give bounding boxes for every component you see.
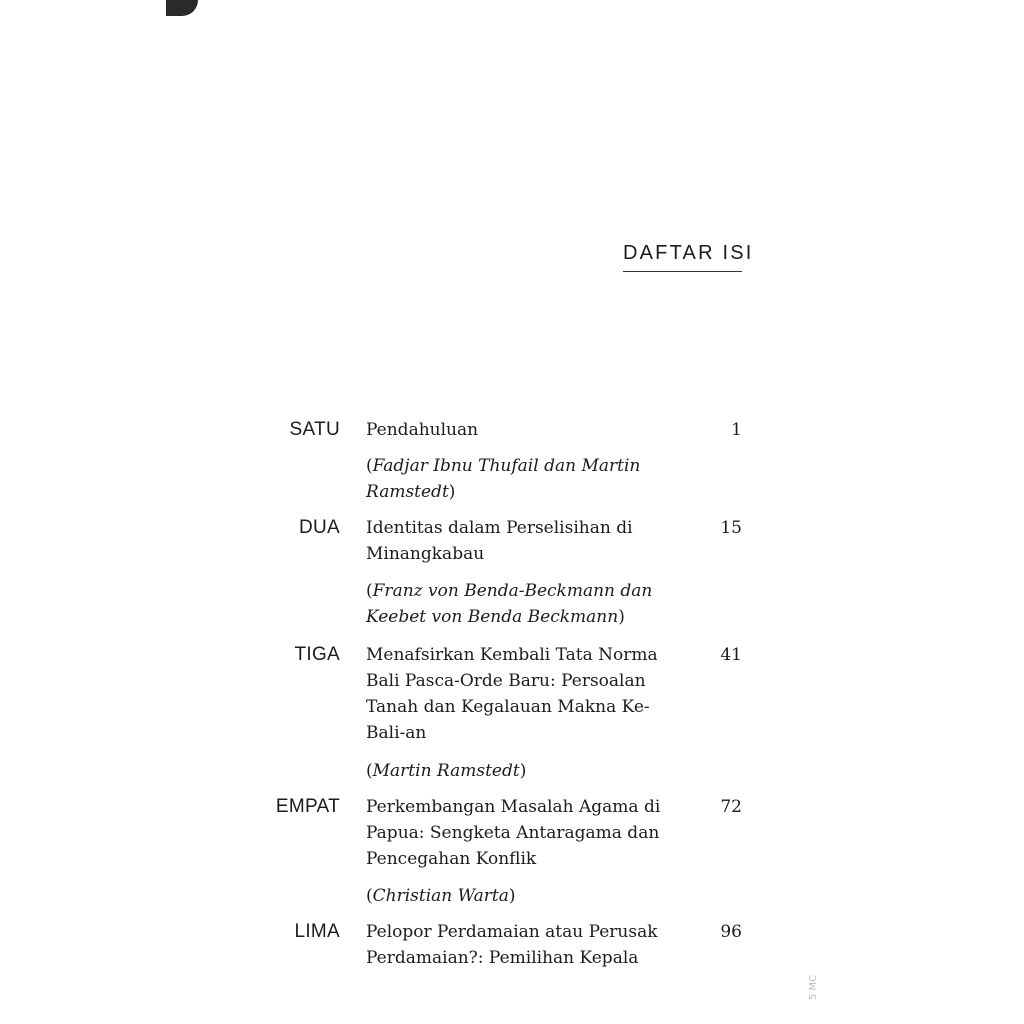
page-number: 72 (720, 797, 742, 817)
chapter-title[interactable]: Identitas dalam Perselisihan di Minangkabau (366, 518, 633, 564)
chapter-title[interactable]: Pendahuluan (366, 420, 479, 440)
page-number: 15 (720, 518, 742, 538)
chapter-label: DUA (298, 517, 340, 538)
chapter-label: EMPAT (275, 796, 340, 817)
chapter-label: TIGA (294, 644, 340, 665)
chapter-author-names: Franz von Benda-Beckmann dan Keebet von Benda Beckmann (366, 581, 653, 627)
chapter-title[interactable]: Pelopor Perdamaian atau Perusak Perdamaian?: Pemilihan Kepala (366, 922, 658, 968)
chapter-author: (Christian Warta) (366, 886, 516, 906)
page-title: DAFTAR ISI (623, 242, 742, 272)
corner-mark: 5 MC (808, 974, 819, 1000)
page-number: 1 (731, 420, 742, 440)
chapter-author-names: Christian Warta (372, 886, 509, 906)
chapter-author-names: Fadjar Ibnu Thufail dan Martin Ramstedt (366, 456, 641, 502)
page-number: 96 (720, 922, 742, 942)
chapter-label: SATU (289, 419, 340, 440)
chapter-title[interactable]: Menafsirkan Kembali Tata Norma Bali Pasca-Orde Baru: Persoalan Tanah dan Kegalauan Makna Ke-Bali-an (366, 645, 658, 743)
page-number: 41 (720, 645, 742, 665)
chapter-author: (Fadjar Ibnu Thufail dan Martin Ramstedt) (366, 456, 641, 502)
chapter-author-names: Martin Ramstedt (372, 761, 520, 781)
chapter-author: (Martin Ramstedt) (366, 761, 527, 781)
chapter-author: (Franz von Benda-Beckmann dan Keebet von Benda Beckmann) (366, 581, 653, 627)
chapter-title[interactable]: Perkembangan Masalah Agama di Papua: Sengketa Antaragama dan Pencegahan Konflik (366, 797, 661, 869)
chapter-label: LIMA (294, 921, 340, 942)
